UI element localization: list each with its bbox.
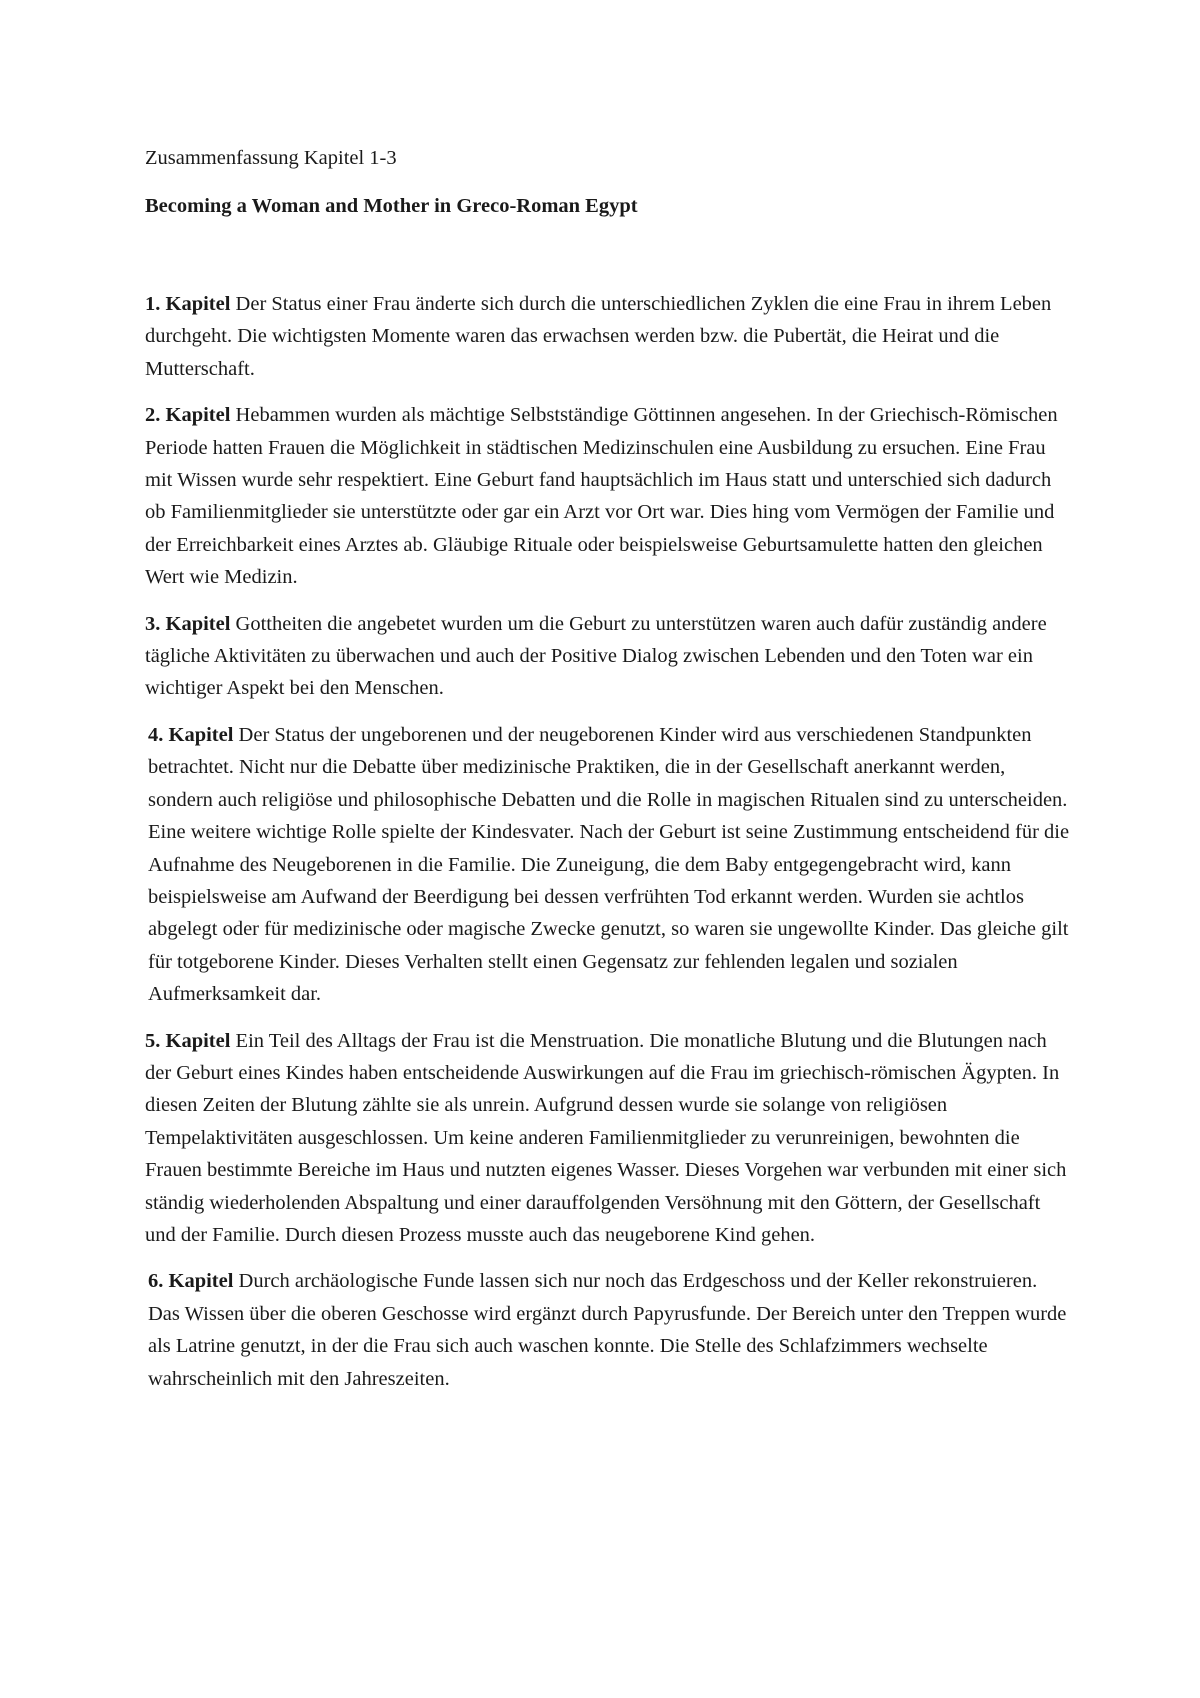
- chapter-5-text: Ein Teil des Alltags der Frau ist die Menstruation. Die monatliche Blutung und die Blutungen nach der Geburt eines Kindes haben entscheidende Auswirkungen auf die Frau im griechisch-römischen Ägypten. In diesen Zeiten der Blutung zählte sie als unrein. Aufgrund dessen wurde sie solange von religiösen Tempelaktivitäten ausgeschlossen. Um keine anderen Familienmitglieder zu verunreinigen, bewohnten die Frauen bestimmte Bereiche im Haus und nutzten eigenes Wasser. Dieses Vorgehen war verbunden mit einer sich ständig wiederholenden Abspaltung und einer darauffolgenden Versöhnung mit den Göttern, der Gesellschaft und der Familie. Durch diesen Prozess musste auch das neugeborene Kind gehen.: [145, 1029, 1067, 1246]
- chapter-4-paragraph: [145, 719, 1070, 1011]
- chapter-4-text: Der Status der ungeborenen und der neugeborenen Kinder wird aus verschiedenen Standpunkten betrachtet. Nicht nur die Debatte über medizinische Praktiken, die in der Gesellschaft anerkannt werden, sondern auch religiöse und philosophische Debatten und die Rolle in magischen Ritualen sind zu unterscheiden. Eine weitere wichtige Rolle spielte der Kindesvater. Nach der Geburt ist seine Zustimmung entscheidend für die Aufnahme des Neugeborenen in die Familie. Die Zuneigung, die dem Baby entgegengebracht wird, kann beispielsweise am Aufwand der Beerdigung bei dessen verfrühten Tod erkannt werden. Wurden sie achtlos abgelegt oder für medizinische oder magische Zwecke genutzt, so waren sie ungewollte Kinder. Das gleiche gilt für totgeborene Kinder. Dieses Verhalten stellt einen Gegensatz zur fehlenden legalen und sozialen Aufmerksamkeit dar.: [148, 723, 1070, 1006]
- document-heading: Zusammenfassung Kapitel 1-3: [145, 147, 397, 169]
- chapter-6-paragraph: [145, 1265, 1070, 1395]
- chapter-5-paragraph: [145, 1025, 1070, 1252]
- chapter-2-label: 2. Kapitel: [145, 404, 231, 427]
- chapter-1-label: 1. Kapitel: [145, 293, 231, 315]
- chapter-6-label: 6. Kapitel: [148, 1270, 234, 1293]
- chapter-1-paragraph: [145, 288, 1070, 385]
- chapter-3-text: Gottheiten die angebetet wurden um die Geburt zu unterstützen waren auch dafür zuständig andere tägliche Aktivitäten zu überwachen und auch der Positive Dialog zwischen Lebenden und den Toten war ein wichtiger Aspekt bei den Menschen.: [145, 612, 1047, 700]
- chapter-5-label: 5. Kapitel: [145, 1029, 231, 1052]
- chapter-3-label: 3. Kapitel: [145, 612, 231, 635]
- chapter-6-text: Durch archäologische Funde lassen sich nur noch das Erdgeschoss und der Keller rekonstruieren. Das Wissen über die oberen Geschosse wird ergänzt durch Papyrusfunde. Der Bereich unter den Treppen wurde als Latrine genutzt, in der die Frau sich auch waschen konnte. Die Stelle des Schlafzimmers wechselte wahrscheinlich mit den Jahreszeiten.: [148, 1270, 1067, 1390]
- chapter-2-paragraph: [145, 399, 1070, 593]
- chapter-2-text: Hebammen wurden als mächtige Selbstständige Göttinnen angesehen. In der Griechisch-Römischen Periode hatten Frauen die Möglichkeit in städtischen Medizinschulen eine Ausbildung zu ersuchen. Eine Frau mit Wissen wurde sehr respektiert. Eine Geburt fand hauptsächlich im Haus statt und unterschied sich dadurch ob Familienmitglieder sie unterstützte oder gar ein Arzt vor Ort war. Dies hing vom Vermögen der Familie und der Erreichbarkeit eines Arztes ab. Gläubige Rituale oder beispielsweise Geburtsamulette hatten den gleichen Wert wie Medizin.: [145, 404, 1058, 589]
- document-title: Becoming a Woman and Mother in Greco-Roman Egypt: [145, 195, 638, 217]
- chapter-4-label: 4. Kapitel: [148, 723, 234, 746]
- chapter-3-paragraph: [145, 608, 1070, 705]
- chapter-list: [145, 288, 1070, 1395]
- chapter-1-text: Der Status einer Frau änderte sich durch die unterschiedlichen Zyklen die eine Frau in ihrem Leben durchgeht. Die wichtigsten Momente waren das erwachsen werden bzw. die Pubertät, die Heirat und die Mutterschaft.: [145, 293, 1052, 380]
- document-body: [145, 142, 1070, 1409]
